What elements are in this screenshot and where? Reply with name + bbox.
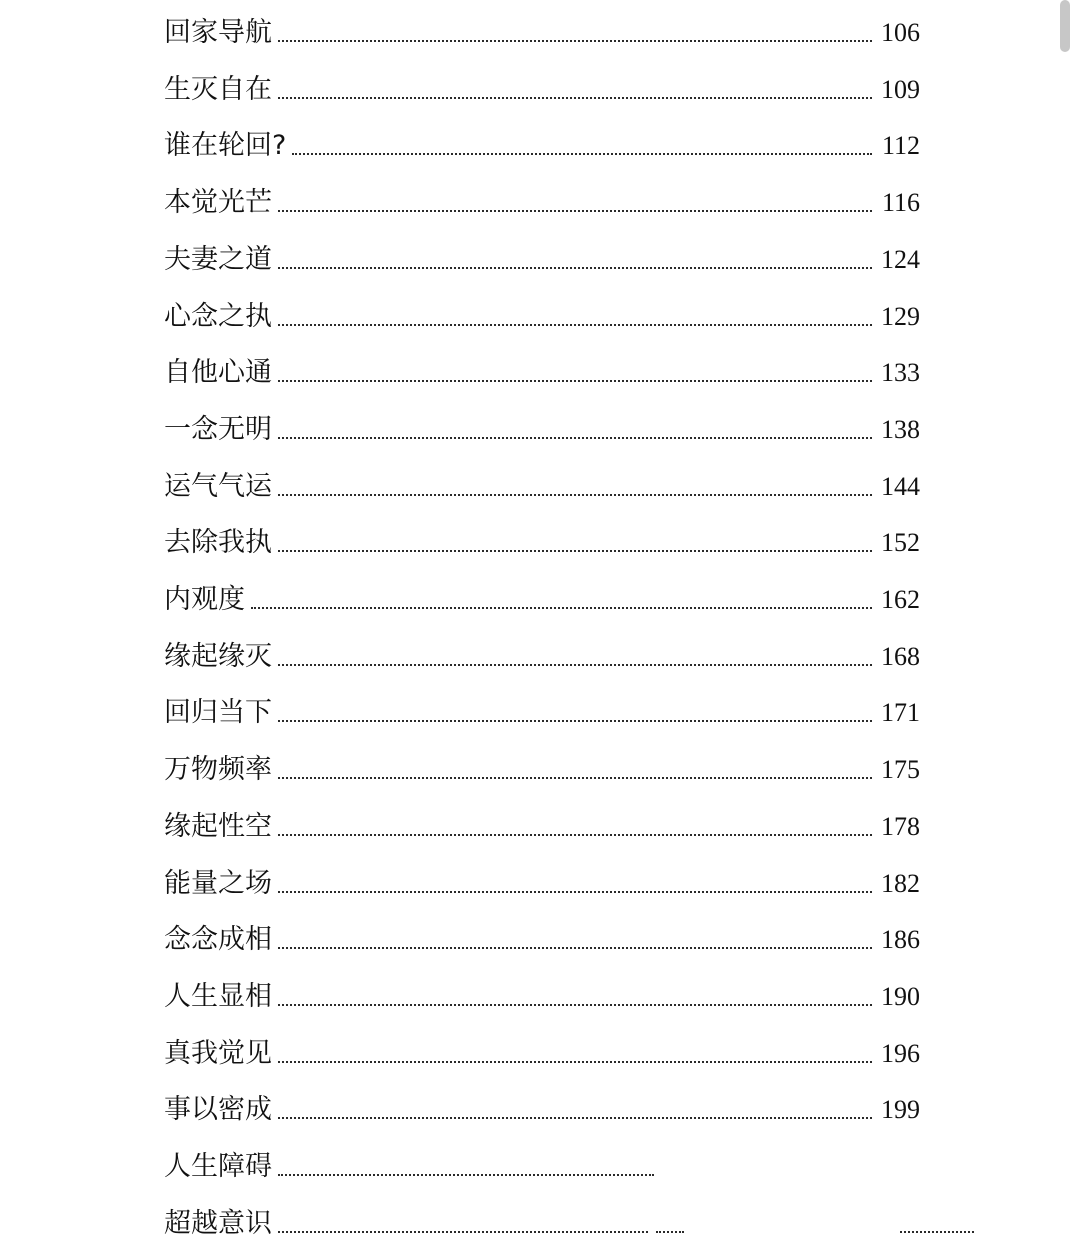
toc-entry-page-number: 109	[881, 74, 920, 104]
toc-entry-title: 真我觉见	[164, 1037, 272, 1069]
toc-entry-title: 夫妻之道	[164, 243, 272, 275]
toc-entry[interactable]	[164, 802, 920, 842]
toc-dot-leader	[292, 153, 872, 155]
toc-dot-leader	[278, 494, 872, 496]
toc-entry[interactable]	[164, 462, 920, 502]
toc-entry[interactable]	[164, 745, 920, 785]
toc-dot-leader	[278, 1174, 654, 1176]
toc-entry[interactable]	[164, 915, 920, 955]
toc-entry-page-number: 190	[881, 981, 920, 1011]
toc-entry-page-number: 144	[881, 471, 920, 501]
toc-entry-title: 心念之执	[164, 300, 272, 332]
toc-entry[interactable]	[164, 405, 920, 445]
toc-entry[interactable]	[164, 235, 920, 275]
toc-entry-title: 自他心通	[164, 357, 272, 389]
toc-entry-title: 万物频率	[164, 754, 272, 786]
toc-entry-page-number: 171	[881, 698, 920, 728]
toc-entry[interactable]	[164, 575, 920, 615]
toc-entry-page-number: 112	[881, 131, 920, 161]
toc-entry-page-number: 199	[881, 1095, 920, 1125]
toc-dot-leader	[278, 380, 872, 382]
toc-entry-title: 内观度	[164, 584, 245, 615]
toc-entry-title: 本觉光芒	[164, 187, 272, 219]
toc-entry-title: 生灭自在	[164, 73, 272, 105]
toc-entry[interactable]	[164, 859, 920, 899]
toc-entry-page-number: 124	[881, 244, 920, 274]
toc-entry[interactable]	[164, 1029, 920, 1069]
toc-dot-leader	[278, 1061, 872, 1063]
toc-entry-title: 一念无明	[164, 413, 272, 445]
toc-entry-page-number: 129	[881, 301, 920, 331]
toc-dot-leader	[278, 1004, 872, 1006]
toc-dot-leader	[278, 437, 872, 439]
toc-entry-page-number: 186	[881, 925, 920, 955]
toc-entry-title: 事以密成	[164, 1094, 272, 1126]
toc-entry[interactable]	[164, 348, 920, 388]
toc-entry[interactable]	[164, 292, 920, 332]
scrollbar-thumb[interactable]	[1060, 0, 1070, 52]
toc-dot-leader	[278, 664, 872, 666]
toc-entry-title: 回家导航	[164, 17, 272, 48]
toc-entry[interactable]	[164, 178, 920, 218]
toc-entry[interactable]	[164, 8, 920, 48]
toc-entry-page-number: 178	[881, 811, 920, 841]
toc-dot-leader	[278, 40, 872, 42]
toc-entry-title: 缘起性空	[164, 810, 272, 842]
toc-dot-leader	[278, 777, 872, 779]
toc-entry[interactable]	[164, 518, 920, 558]
toc-entry-page-number: 152	[881, 528, 920, 558]
toc-dot-leader	[278, 834, 872, 836]
toc-entry-page-number: 106	[881, 18, 920, 47]
toc-entry-title: 谁在轮回?	[164, 130, 287, 162]
toc-entry-title: 回归当下	[164, 697, 272, 729]
toc-entry[interactable]	[164, 1199, 920, 1239]
toc-dot-leader	[278, 1231, 648, 1233]
toc-entry[interactable]	[164, 972, 920, 1012]
toc-entry-title: 去除我执	[164, 527, 272, 559]
toc-entry-title: 超越意识	[164, 1207, 272, 1239]
toc-dot-leader	[278, 97, 872, 99]
toc-entry-page-number: 133	[881, 358, 920, 388]
toc-entry[interactable]	[164, 121, 920, 161]
toc-entry-title: 缘起缘灭	[164, 640, 272, 672]
toc-dot-leader	[278, 947, 872, 949]
toc-entry-page-number: 182	[881, 868, 920, 898]
toc-dot-leader	[278, 550, 872, 552]
toc-entry-page-number: 168	[881, 641, 920, 671]
toc-dot-leader-fragment	[900, 1231, 974, 1233]
toc-entry-title: 能量之场	[164, 867, 272, 899]
toc-dot-leader	[278, 720, 872, 722]
toc-entry[interactable]	[164, 1142, 920, 1182]
toc-entry-title: 运气气运	[164, 470, 272, 502]
toc-entry-page-number: 196	[881, 1038, 920, 1068]
toc-dot-leader	[251, 607, 872, 609]
toc-entry-page-number: 116	[881, 188, 920, 218]
toc-entry-title: 念念成相	[164, 924, 272, 956]
toc-entry-title: 人生障碍	[164, 1151, 272, 1182]
toc-entry-page-number: 175	[881, 755, 920, 785]
toc-entry[interactable]	[164, 65, 920, 105]
toc-dot-leader	[278, 1117, 872, 1119]
toc-dot-leader-fragment	[656, 1231, 684, 1233]
toc-entry[interactable]	[164, 1085, 920, 1125]
toc-dot-leader	[278, 267, 872, 269]
toc-entry[interactable]	[164, 688, 920, 728]
toc-entry[interactable]	[164, 632, 920, 672]
toc-entry-page-number: 162	[881, 585, 920, 614]
toc-entry-page-number: 138	[881, 414, 920, 444]
toc-dot-leader	[278, 324, 872, 326]
toc-dot-leader	[278, 891, 872, 893]
toc-entry-title: 人生显相	[164, 980, 272, 1012]
toc-dot-leader	[278, 210, 872, 212]
